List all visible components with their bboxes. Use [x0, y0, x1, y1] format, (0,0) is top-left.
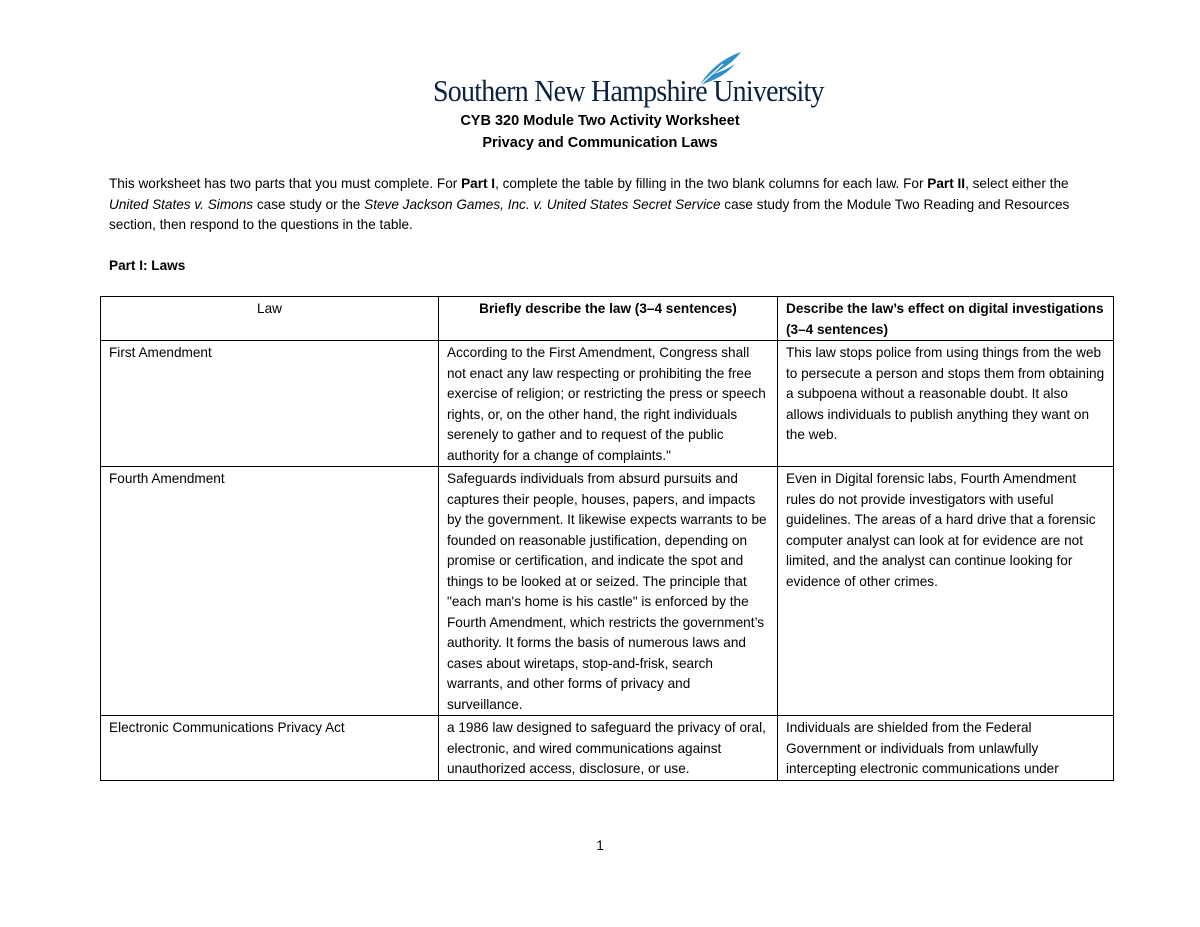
intro-part1: Part I — [461, 176, 496, 191]
table-row — [101, 341, 1114, 467]
law-description: Safeguards individuals from absurd pursuits and captures their people, houses, papers, and impacts by the government. It likewise expects warrants to be founded on reasonable justification, depending on promise or certification, and indicate the spot and things to be looked at or seized. The principle that "each man's home is his castle" is enforced by the Fourth Amendment, which restricts the government’s authority. It forms the basis of numerous laws and cases about wiretaps, stop-and-frisk, search warrants, and other forms of privacy and surveillance. — [439, 467, 778, 716]
intro-text: , select either the — [965, 176, 1069, 191]
intro-text: , complete the table by filling in the two blank columns for each law. For — [495, 176, 928, 191]
logo-wordmark: Southern New Hampshire University — [433, 73, 824, 108]
header-law: Law — [101, 297, 439, 341]
intro-part2: Part II — [927, 176, 966, 191]
worksheet-title: CYB 320 Module Two Activity Worksheet — [460, 113, 740, 129]
header-describe: Briefly describe the law (3–4 sentences) — [439, 297, 778, 341]
law-name: First Amendment — [101, 341, 439, 467]
law-description: According to the First Amendment, Congress shall not enact any law respecting or prohibiting the free exercise of religion; or restricting the press or speech rights, or, on the other hand, the right individuals serenely to gather and to request of the public authority for a change of complaints." — [439, 341, 778, 467]
worksheet-subtitle: Privacy and Communication Laws — [482, 135, 718, 151]
table-header-row — [101, 297, 1114, 341]
table-row — [101, 716, 1114, 781]
law-effect: Individuals are shielded from the Federal Government or individuals from unlawfully intercepting electronic communications under — [778, 716, 1114, 781]
intro-text: This worksheet has two parts that you must complete. For — [109, 176, 462, 191]
intro-case-simons: United States v. Simons — [109, 196, 254, 212]
intro-text: case study from the Module Two Reading and Resources section, then respond to the questions in the table. — [109, 196, 1070, 233]
law-name: Electronic Communications Privacy Act — [101, 716, 439, 781]
table-row — [101, 467, 1114, 716]
intro-text: case study or the — [253, 196, 365, 212]
part1-heading: Part I: Laws — [109, 258, 186, 273]
university-logo — [433, 50, 824, 110]
law-description: a 1986 law designed to safeguard the privacy of oral, electronic, and wired communications against unauthorized access, disclosure, or use. — [439, 716, 778, 781]
page-number: 1 — [596, 838, 604, 853]
intro-case-sjg: Steve Jackson Games, Inc. v. United States Secret Service — [364, 196, 721, 212]
intro-paragraph — [109, 174, 1094, 236]
law-effect: This law stops police from using things from the web to persecute a person and stops them from obtaining a subpoena without a reasonable doubt. It also allows individuals to publish anything they want on the web. — [778, 341, 1114, 467]
law-effect: Even in Digital forensic labs, Fourth Amendment rules do not provide investigators with useful guidelines. The areas of a hard drive that a forensic computer analyst can look at for evidence are not limited, and the analyst can continue looking for evidence of other crimes. — [778, 467, 1114, 716]
laws-table — [100, 296, 1114, 781]
feather-icon — [695, 50, 745, 90]
law-name: Fourth Amendment — [101, 467, 439, 716]
header-effect: Describe the law’s effect on digital investigations (3–4 sentences) — [778, 297, 1114, 341]
